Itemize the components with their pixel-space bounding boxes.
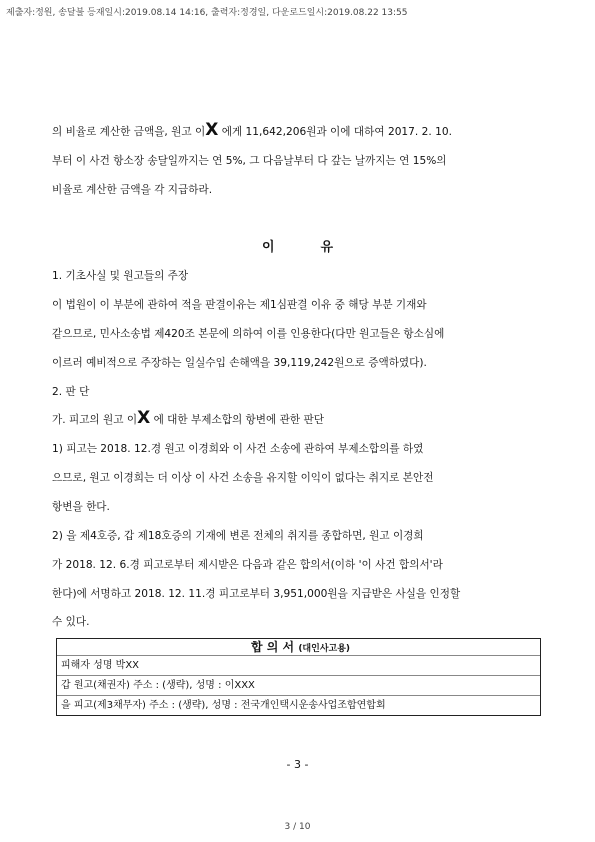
agreement-title: 합 의 서 (대인사고용) [250, 640, 351, 654]
header-bar: 제출자:정원, 송달불 등재일시:2019.08.14 14:16, 출력자:정경일, 다운로드일시:2019.08.22 13:55 [6, 8, 408, 18]
page-number: - 3 - [286, 758, 309, 771]
x-mark: X [137, 408, 151, 428]
agreement-row: 피해자 성명 박XX [57, 655, 540, 675]
body-line: 같으므로, 민사소송법 제420조 본문에 의하여 이를 인용한다(다만 원고들은 항소심에 [52, 328, 445, 340]
text-line-3: 비율로 계산한 금액을 각 지급하라. [52, 184, 213, 196]
body-line: 가. 피고의 원고 이X 에 대한 부제소합의 항변에 관한 판단 [52, 408, 324, 428]
x-mark: X [205, 120, 219, 140]
body-line: 이르러 예비적으로 주장하는 일실수입 손해액을 39,119,242원으로 증액하였다). [52, 357, 427, 369]
body-line: 이 법원이 이 부분에 관하여 적을 판결이유는 제1심판결 이유 중 해당 부분 기재와 [52, 299, 427, 311]
body-line: 으므로, 원고 이경희는 더 이상 이 사건 소송을 유지할 이익이 없다는 취지로 본안전 [52, 472, 434, 484]
body-line: 1) 피고는 2018. 12.경 원고 이경희와 이 사건 소송에 관하여 부제소합의를 하였 [52, 443, 424, 455]
section-title: 이 유 [261, 240, 334, 255]
text-line-1: 의 비율로 계산한 금액을, 원고 이X 에게 11,642,206원과 이에 대하여 2017. 2. 10. [52, 120, 452, 140]
agreement-row: 을 피고(제3채무자) 주소 : (생략), 성명 : 전국개인택시운송사업조합연합회 [57, 695, 540, 715]
agreement-box [56, 638, 541, 716]
body-line: 한다)에 서명하고 2018. 12. 11.경 피고로부터 3,951,000원을 지급받은 사실을 인정할 [52, 588, 461, 600]
body-line: 2) 을 제4호증, 갑 제18호증의 기재에 변론 전체의 취지를 종합하면, 원고 이경희 [52, 530, 424, 542]
page-footer: 3 / 10 [284, 822, 311, 832]
body-line: 항변을 한다. [52, 501, 110, 513]
heading-2: 2. 판 단 [52, 386, 90, 398]
heading-1: 1. 기초사실 및 원고들의 주장 [52, 270, 189, 282]
agreement-row: 갑 원고(채권자) 주소 : (생략), 성명 : 이XXX [57, 675, 540, 695]
text-line-2: 부터 이 사건 항소장 송달일까지는 연 5%, 그 다음날부터 다 갚는 날까지는 연 15%의 [52, 155, 447, 167]
body-line: 가 2018. 12. 6.경 피고로부터 제시받은 다음과 같은 합의서(이하 '이 사건 합의서'라 [52, 559, 443, 571]
body-line: 수 있다. [52, 616, 90, 628]
